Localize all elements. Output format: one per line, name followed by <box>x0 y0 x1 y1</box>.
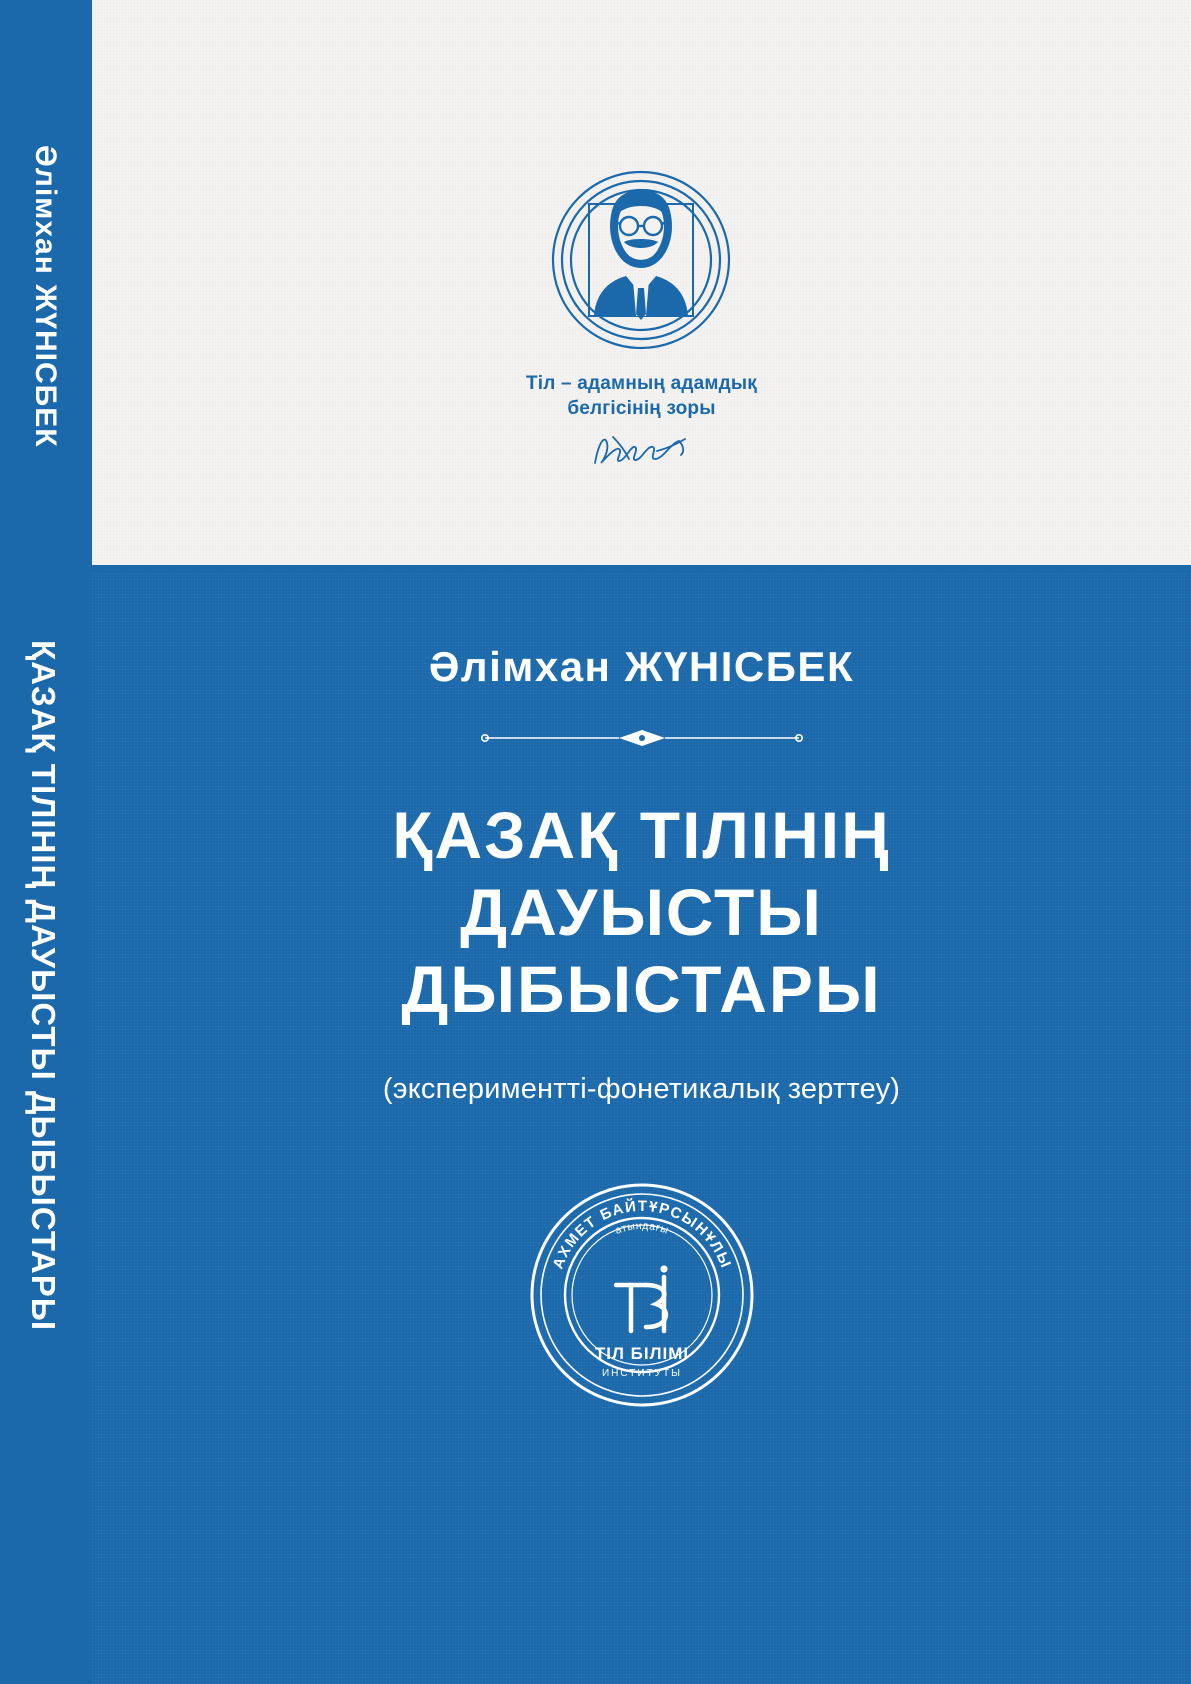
cover-divider-rule <box>92 565 1191 573</box>
motto-line-1: Тіл – адамның адамдық <box>525 373 758 394</box>
spine-author-text: Әлімхан ЖҮНІСБЕК <box>29 145 62 448</box>
akhmet-baitursynuly-portrait-emblem <box>534 168 749 353</box>
book-title-line-3: ДЫБЫСТАРЫ <box>401 952 882 1027</box>
seal-line-2: ИНСТИТУТЫ <box>601 1367 682 1379</box>
back-cover-panel <box>92 0 1191 571</box>
spine-title-text: ҚАЗАҚ ТІЛІНІҢ ДАУЫСТЫ ДЫБЫСТАРЫ <box>25 640 62 1332</box>
handwritten-signature <box>587 429 697 473</box>
institute-seal-icon <box>528 1181 756 1409</box>
motto-line-2: белгісінің зоры <box>567 398 716 420</box>
front-cover-panel <box>92 573 1191 1684</box>
spine-content <box>0 0 92 1684</box>
motto-block <box>526 371 757 421</box>
book-subtitle: (экспериментті-фонетикалық зерттеу) <box>382 1072 901 1105</box>
book-title-line-2: ДАУЫСТЫ <box>460 875 823 950</box>
back-cover-content <box>92 0 1191 571</box>
svg-text:АХМЕТ БАЙТҰРСЫНҰЛЫ <box>549 1197 734 1271</box>
seal-arc-top-text: АХМЕТ БАЙТҰРСЫНҰЛЫ <box>549 1197 735 1272</box>
svg-text:атындағы <box>613 1220 670 1237</box>
front-author-name: Әлімхан ЖҮНІСБЕК <box>428 643 855 690</box>
book-spine <box>0 0 92 1684</box>
seal-line-1: ТІЛ БІЛІМІ <box>594 1343 689 1363</box>
divider-ornament-icon <box>477 725 807 751</box>
book-title <box>192 797 1092 1029</box>
book-title-line-1: ҚАЗАҚ ТІЛІНІҢ <box>392 798 891 872</box>
seal-arc-top-small-text: атындағы <box>613 1219 670 1237</box>
